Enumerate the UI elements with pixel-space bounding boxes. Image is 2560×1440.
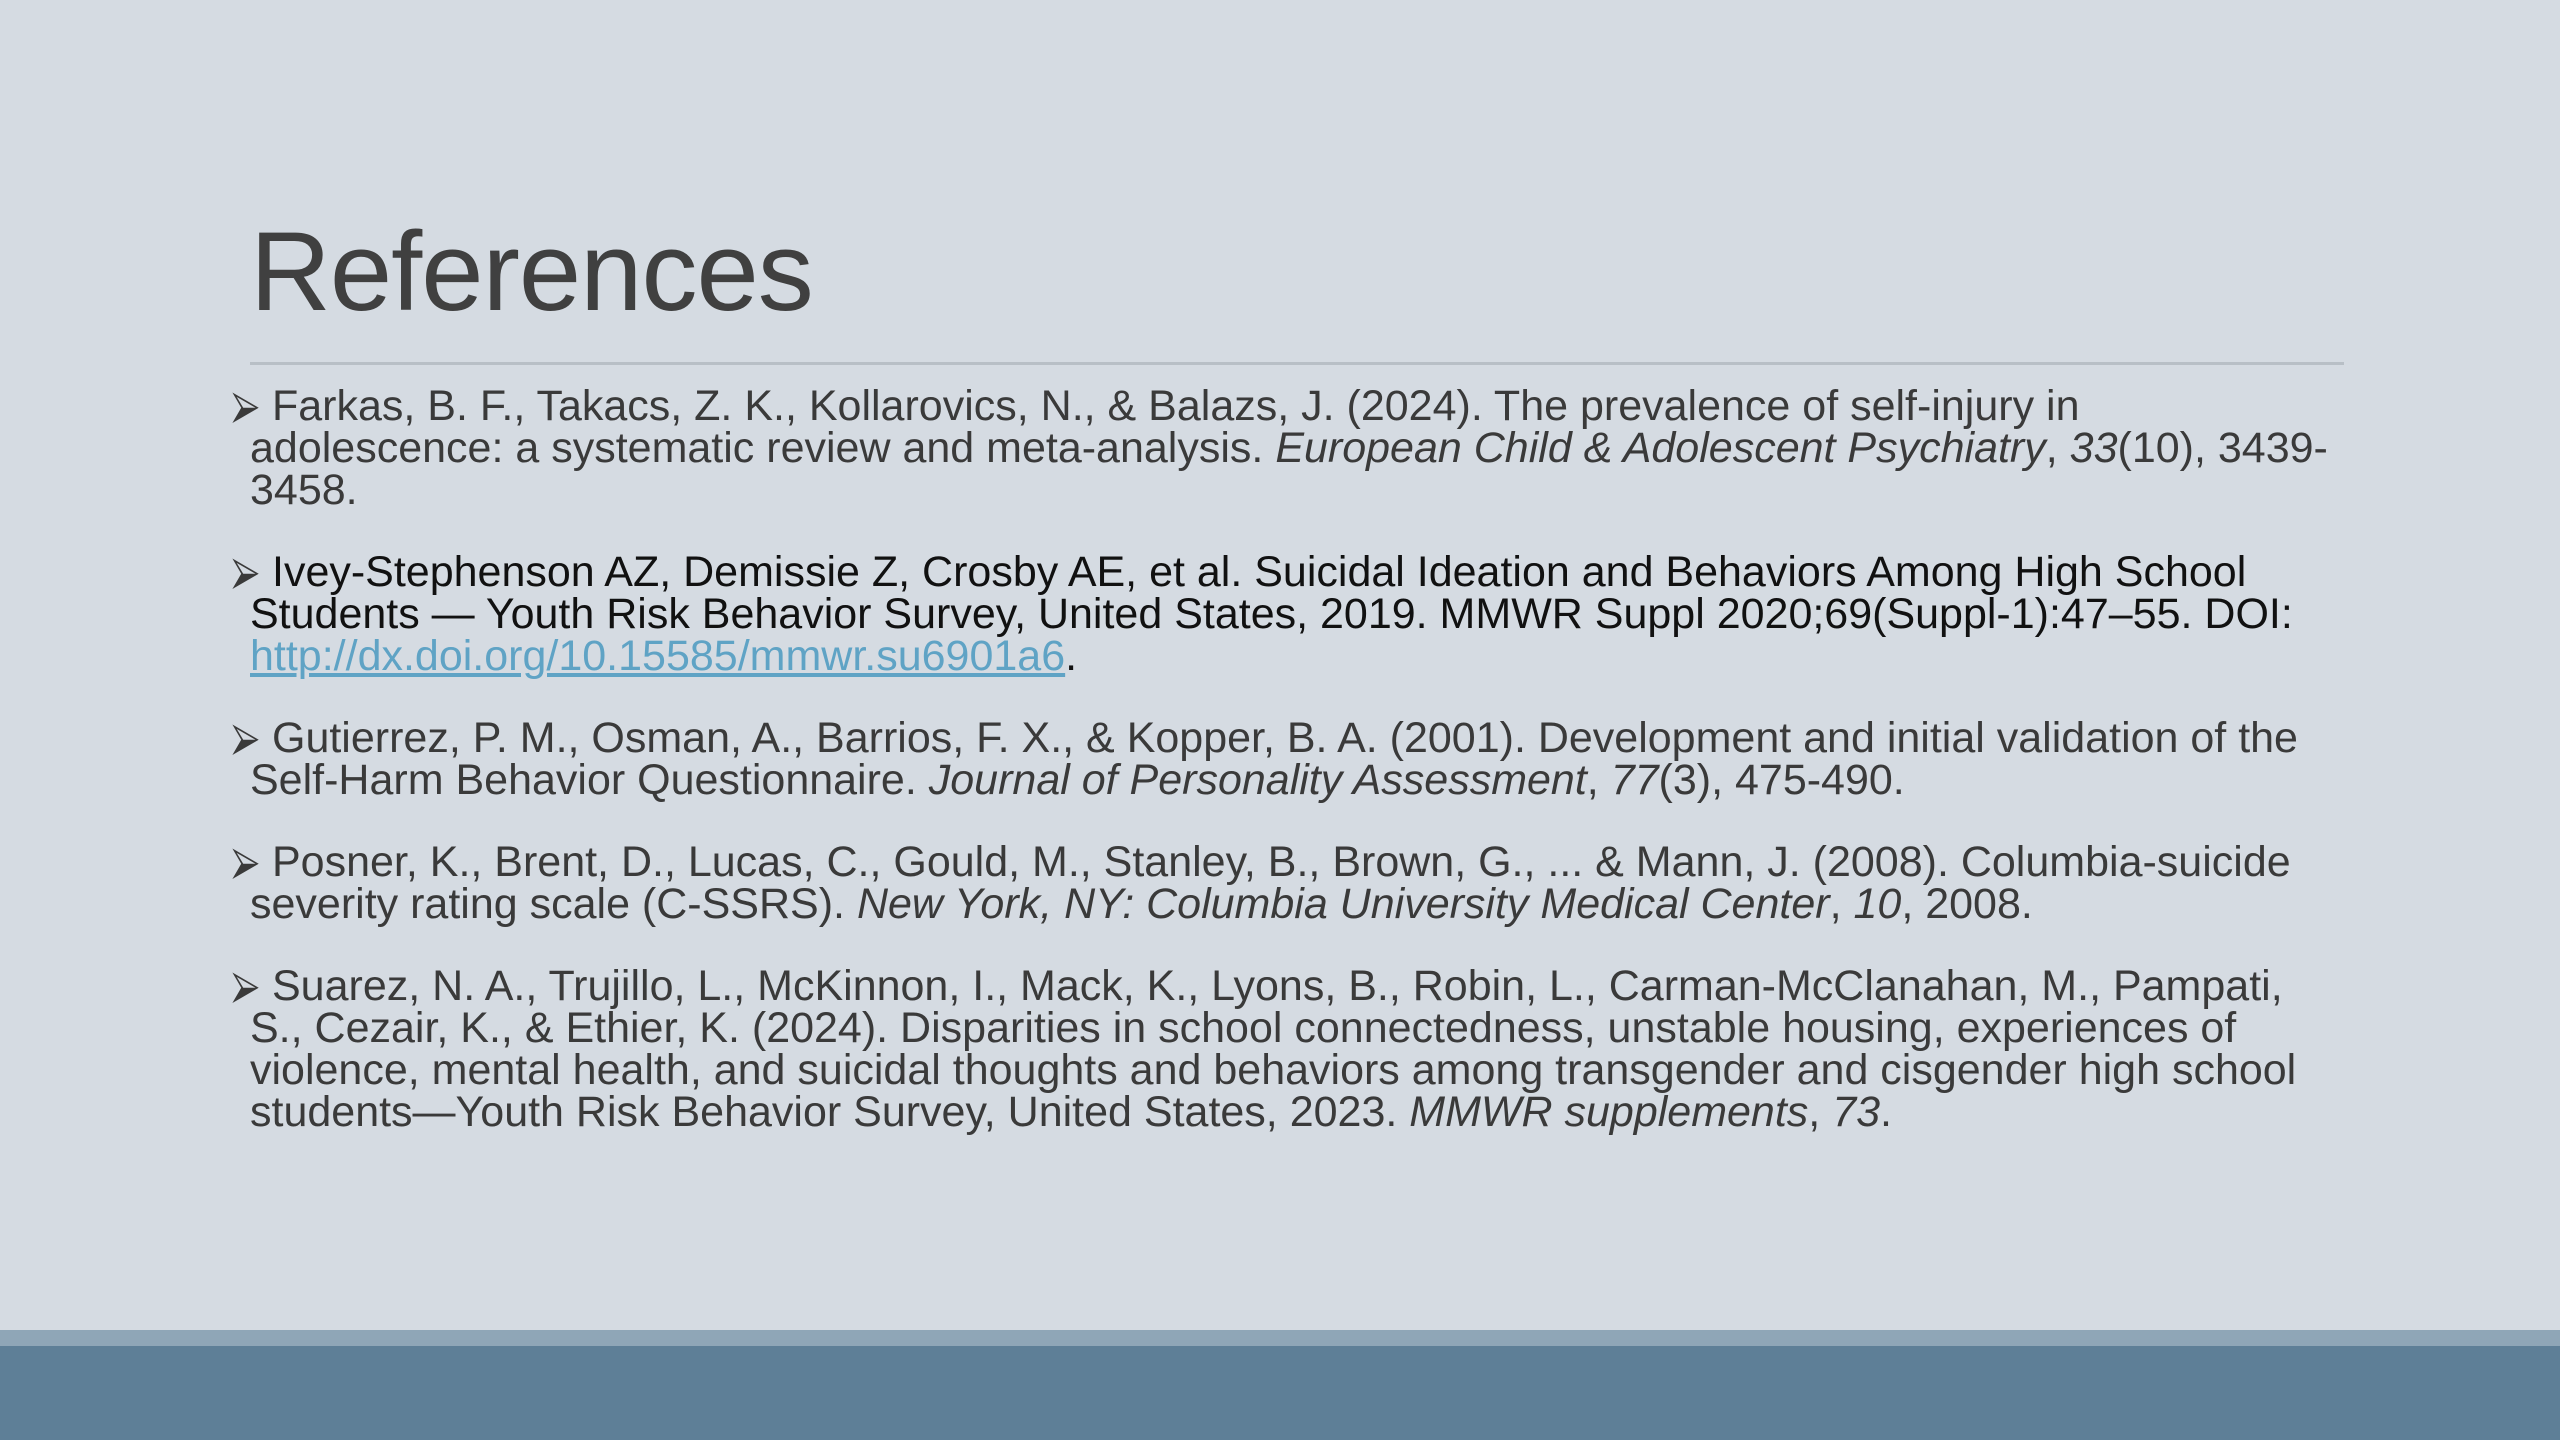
volume: 73 xyxy=(1832,1088,1881,1136)
volume: 33 xyxy=(2069,424,2118,472)
footer-accent-band xyxy=(0,1330,2560,1346)
volume: 10 xyxy=(1853,880,1902,928)
journal-title: European Child & Adolescent Psychiatry xyxy=(1275,424,2046,472)
arrowhead-bullet-icon: ⮚ xyxy=(232,385,259,427)
journal-title: Journal of Personality Assessment xyxy=(928,756,1587,804)
journal-title: New York, NY: Columbia University Medical Center xyxy=(856,880,1830,928)
reference-list xyxy=(230,382,2340,1173)
reference-item xyxy=(230,548,2340,680)
reference-text: Ivey-Stephenson AZ, Demissie Z, Crosby AE, et al. Suicidal Ideation and Behaviors Among High School Students — Youth Risk Behavior Survey, United States, 2019. MMWR Suppl 2020;69(Suppl-1):47–55. DOI: http://dx.doi.org/10.15585/mmwr.su6901a6. xyxy=(250,548,2293,680)
arrowhead-bullet-icon: ⮚ xyxy=(232,551,259,593)
reference-text: Posner, K., Brent, D., Lucas, C., Gould, M., Stanley, B., Brown, G., ... & Mann, J. (2008). Columbia-suicide severity rating scale (C-SSRS). New York, NY: Columbia University Medical Center, 10, 2008. xyxy=(250,838,2291,928)
arrowhead-bullet-icon: ⮚ xyxy=(232,965,259,1007)
reference-text: Gutierrez, P. M., Osman, A., Barrios, F. X., & Kopper, B. A. (2001). Development and initial validation of the Self-Harm Behavior Questionnaire. Journal of Personality Assessment, 77(3), 475-490. xyxy=(250,714,2298,804)
volume: 77 xyxy=(1610,756,1659,804)
footer-band xyxy=(0,1346,2560,1440)
doi-link[interactable]: http://dx.doi.org/10.15585/mmwr.su6901a6 xyxy=(250,632,1066,680)
reference-item xyxy=(230,382,2340,514)
journal-title: MMWR supplements xyxy=(1409,1088,1809,1136)
reference-item xyxy=(230,714,2340,804)
reference-text: Suarez, N. A., Trujillo, L., McKinnon, I., Mack, K., Lyons, B., Robin, L., Carman-McClanahan, M., Pampati, S., Cezair, K., & Ethier, K. (2024). Disparities in school connectedness, unstable housing, experiences of violence, mental health, and suicidal thoughts and behaviors among transgender and cisgender high school students—Youth Risk Behavior Survey, United States, 2023. MMWR supplements, 73. xyxy=(250,962,2297,1136)
title-underline xyxy=(250,362,2344,365)
slide-title: References xyxy=(250,209,813,334)
reference-item xyxy=(230,962,2340,1136)
reference-text: Farkas, B. F., Takacs, Z. K., Kollarovics, N., & Balazs, J. (2024). The prevalence of self-injury in adolescence: a systematic review and meta-analysis. European Child & Adolescent Psychiatry, 33(10), 3439-3458. xyxy=(250,382,2328,514)
arrowhead-bullet-icon: ⮚ xyxy=(232,841,259,883)
arrowhead-bullet-icon: ⮚ xyxy=(232,717,259,759)
reference-item xyxy=(230,838,2340,928)
